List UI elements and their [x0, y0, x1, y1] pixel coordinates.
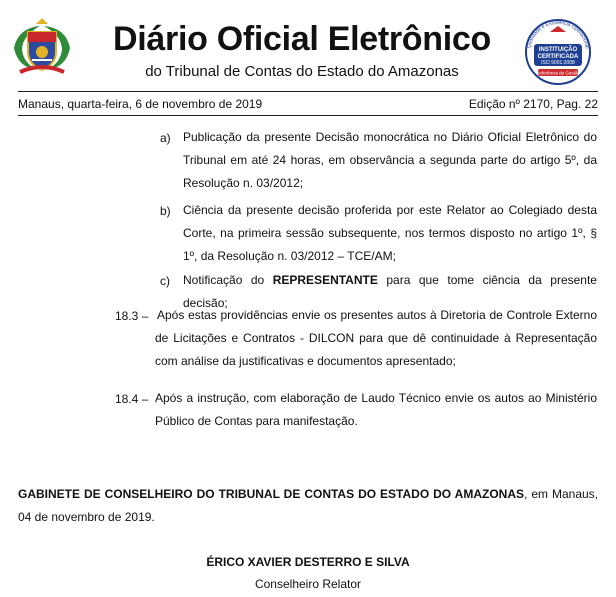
iso-certification-seal-icon	[522, 16, 594, 86]
item-marker-c: c)	[160, 274, 170, 288]
seal-line1: INSTITUIÇÃO	[538, 47, 578, 53]
header-rule-top	[18, 91, 598, 92]
page-title: Diário Oficial Eletrônico	[113, 20, 491, 58]
item-c-before: Notificação do	[183, 273, 273, 287]
place-date: Manaus, quarta-feira, 6 de novembro de 2019	[18, 97, 263, 111]
item-text-a: Publicação da presente Decisão monocrática no Diário Oficial Eletrônico do Tribunal em até 24 horas, em observância a segunda parte do artigo 5º, da Resolução n. 03/2012;	[183, 130, 597, 190]
closing-bold: GABINETE DE CONSELHEIRO DO TRIBUNAL DE CONTAS DO ESTADO DO AMAZONAS	[18, 487, 525, 501]
item-text-b: Ciência da presente decisão proferida por este Relator ao Colegiado desta Corte, na primeira sessão subsequente, nos termos disposto no artigo 1º, § 1º, da Resolução n. 03/2012 – TCE/AM;	[183, 203, 597, 263]
closing-rest: , em Manaus, 04 de novembro de 2019.	[18, 487, 598, 524]
section-number-18-3: 18.3 –	[115, 309, 149, 323]
signature-name: ÉRICO XAVIER DESTERRO E SILVA	[206, 555, 410, 569]
section-number-18-4: 18.4 –	[115, 392, 149, 406]
seal-line3: ISO 9001:2008	[541, 60, 575, 66]
seal-line2: CERTIFICADA	[537, 54, 579, 60]
item-marker-a: a)	[160, 131, 171, 145]
section-text-18-3: Após estas providências envie os presentes autos à Diretoria de Controle Externo de Licitações e Contratos - DILCON para que dê continuidade à Representação com análise da justificativas e documentos apresentado;	[155, 308, 597, 368]
item-c-after: para que tome ciência da presente decisão;	[183, 273, 597, 310]
seal-top-text: Qualidade e Excelência Operacional	[526, 19, 590, 49]
section-text-18-4: Após a instrução, com elaboração de Laudo Técnico envie os autos ao Ministério Público de Contas para manifestação.	[155, 391, 597, 428]
page-subtitle: do Tribunal de Contas do Estado do Amazonas	[145, 63, 459, 80]
signature-role: Conselheiro Relator	[254, 577, 362, 591]
closing-paragraph	[18, 483, 598, 529]
edition-info: Edição nº 2170, Pag. 22	[468, 97, 598, 111]
item-marker-b: b)	[160, 204, 171, 218]
header-rule-bottom	[18, 115, 598, 116]
item-c-bold: REPRESENTANTE	[272, 273, 378, 287]
amazonas-coat-of-arms-icon	[10, 18, 74, 78]
seal-bottom-text: Referência de Gestão	[536, 70, 580, 76]
